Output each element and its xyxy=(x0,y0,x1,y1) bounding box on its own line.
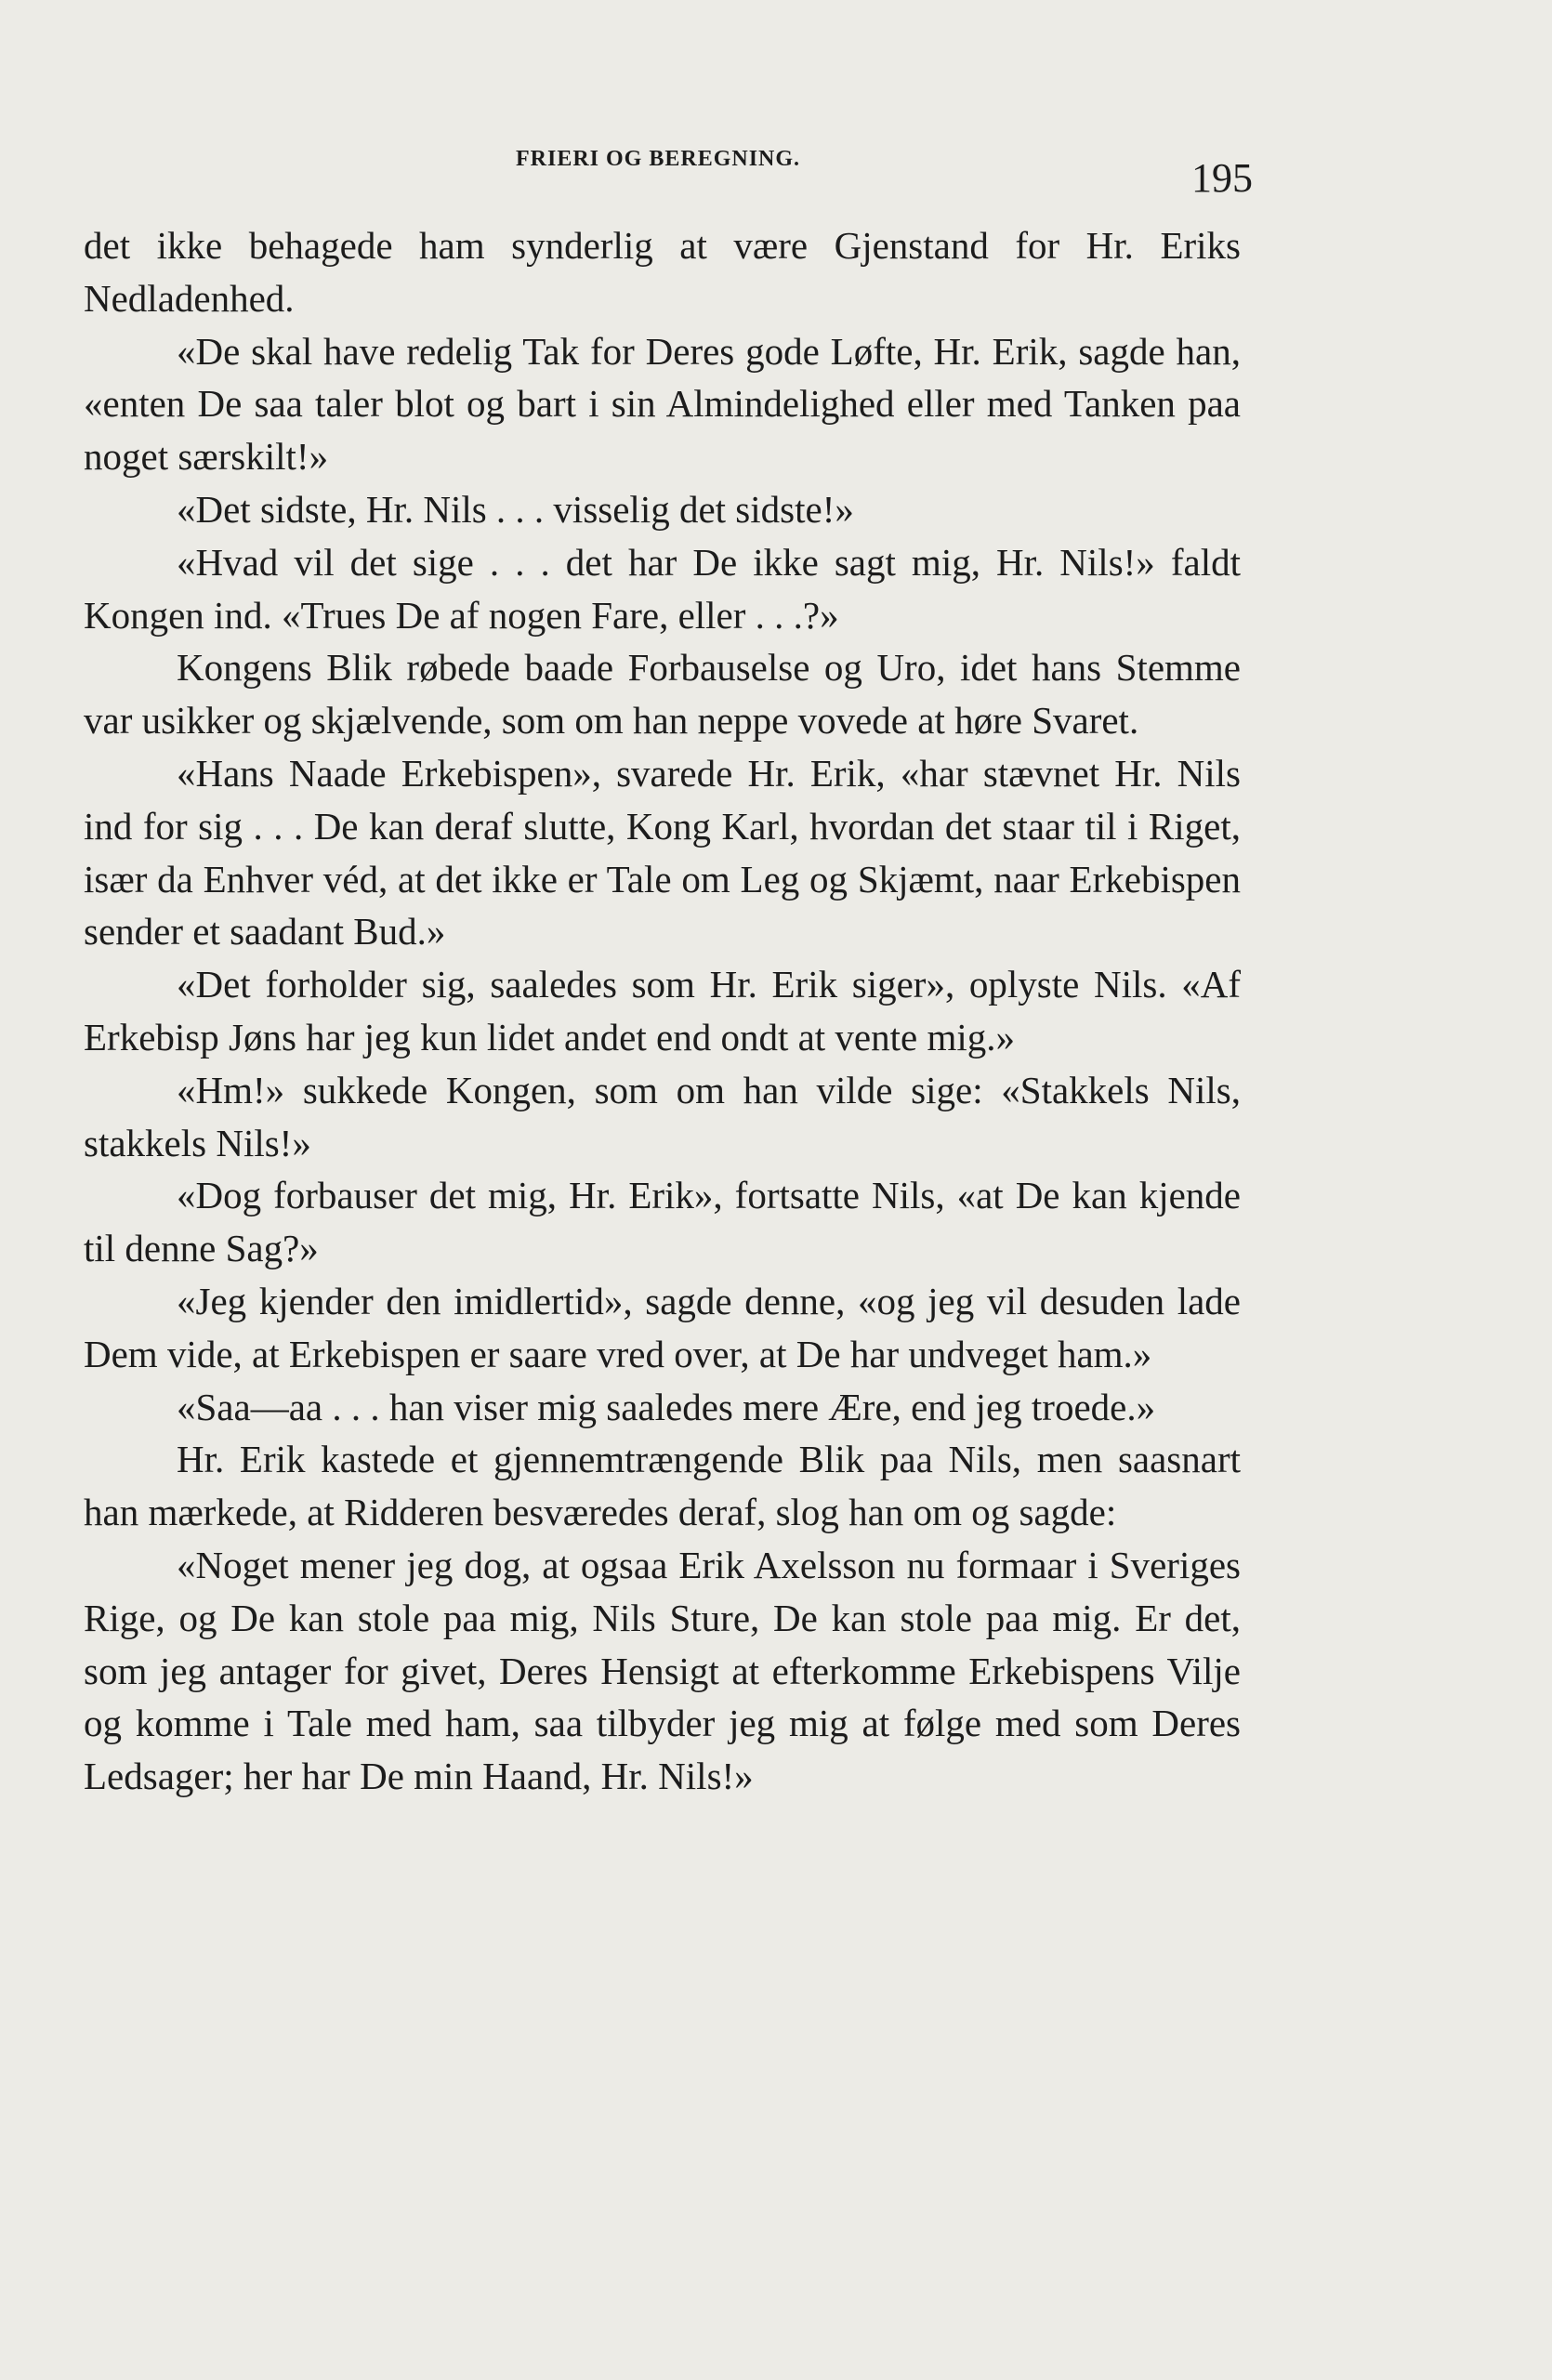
paragraph: «Dog forbauser det mig, Hr. Erik», fortsatte Nils, «at De kan kjende til denne Sag?» xyxy=(84,1174,1241,1270)
page-number: 195 xyxy=(1191,155,1253,201)
paragraph: «Hvad vil det sige . . . det har De ikke sagt mig, Hr. Nils!» faldt Kongen ind. «Trues De af nogen Fare, eller . . .?» xyxy=(84,540,1241,637)
paragraph: Kongens Blik røbede baade Forbauselse og Uro, idet hans Stemme var usikker og skjælvende, som om han neppe vovede at høre Svaret. xyxy=(84,646,1241,743)
body-text xyxy=(84,219,1241,1803)
paragraph: Hr. Erik kastede et gjennemtrængende Blik paa Nils, men saasnart han mærkede, at Ridderen besværedes deraf, slog han om og sagde: xyxy=(84,1438,1241,1534)
paragraph: «Det forholder sig, saaledes som Hr. Erik siger», oplyste Nils. «Af Erkebisp Jøns har jeg kun lidet andet end ondt at vente mig.» xyxy=(84,963,1241,1059)
paragraph: «De skal have redelig Tak for Deres gode Løfte, Hr. Erik, sagde han, «enten De saa taler blot og bart i sin Almindelighed eller med Tanken paa noget særskilt!» xyxy=(84,329,1241,479)
paragraph: «Hans Naade Erkebispen», svarede Hr. Erik, «har stævnet Hr. Nils ind for sig . . . De kan deraf slutte, Kong Karl, hvordan det staar til i Riget, især da Enhver véd, at det ikke er Tale om Leg og Skjæmt, naar Erkebispen sender et saadant Bud.» xyxy=(84,751,1241,953)
paragraph: «Jeg kjender den imidlertid», sagde denne, «og jeg vil desuden lade Dem vide, at Erkebispen er saare vred over, at De har undveget ham.» xyxy=(84,1279,1241,1375)
running-title: FRIERI OG BEREGNING. xyxy=(516,147,801,171)
paragraph: «Hm!» sukkede Kongen, som om han vilde sige: «Stakkels Nils, stakkels Nils!» xyxy=(84,1068,1241,1164)
paragraph: «Noget mener jeg dog, at ogsaa Erik Axelsson nu formaar i Sveriges Rige, og De kan stole paa mig, Nils Sture, De kan stole paa mig. Er det, som jeg antager for givet, Deres Hensigt at efterkomme Erkebispens Vilje og komme i Tale med ham, saa tilbyder jeg mig at følge med som Deres Ledsager; her har De min Haand, Hr. Nils!» xyxy=(84,1543,1241,1798)
paragraph: «Det sidste, Hr. Nils . . . visselig det sidste!» xyxy=(177,487,854,531)
paragraph: det ikke behagede ham synderlig at være Gjenstand for Hr. Eriks Nedladenhed. xyxy=(84,224,1241,320)
paragraph: «Saa—aa . . . han viser mig saaledes mere Ære, end jeg troede.» xyxy=(177,1385,1156,1428)
